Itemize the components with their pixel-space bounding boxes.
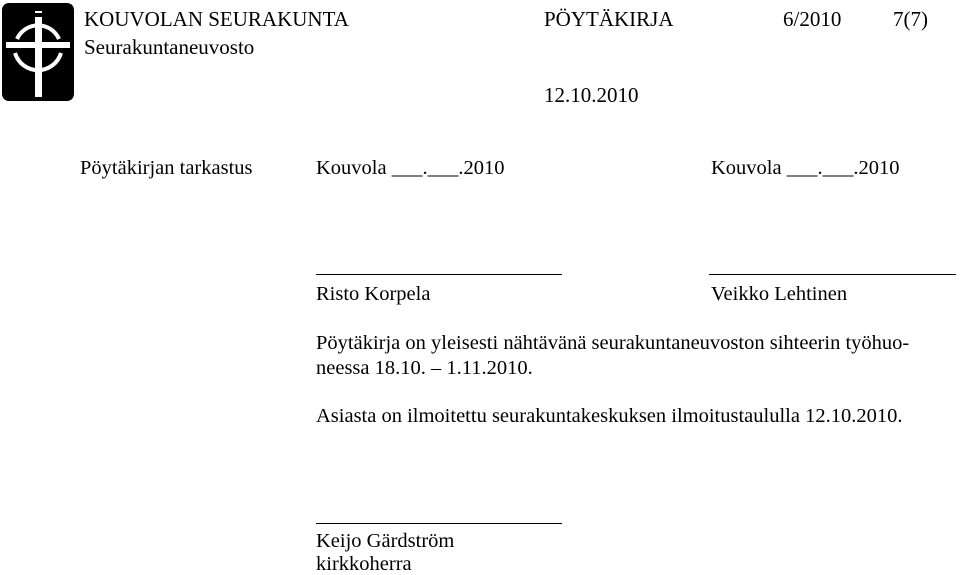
signature-line-right xyxy=(709,274,956,275)
signature-line-vicar xyxy=(316,523,562,524)
notice-line-1: Pöytäkirja on yleisesti nähtävänä seurakuntaneuvoston sihteerin työhuo- xyxy=(316,332,910,354)
parish-logo xyxy=(2,3,74,101)
review-label: Pöytäkirjan tarkastus xyxy=(80,157,253,179)
notice-line-2: neessa 18.10. – 1.11.2010. xyxy=(316,357,533,379)
vicar-name: Keijo Gärdström xyxy=(316,530,455,552)
review-place-date-right: Kouvola ___.___.2010 xyxy=(711,157,900,179)
cross-emblem-icon xyxy=(2,3,74,101)
review-place-date-left: Kouvola ___.___.2010 xyxy=(316,157,505,179)
signer-left-name: Risto Korpela xyxy=(316,283,431,305)
signer-right-name: Veikko Lehtinen xyxy=(711,283,848,305)
document-type: PÖYTÄKIRJA xyxy=(544,7,674,31)
meeting-date: 12.10.2010 xyxy=(544,83,639,107)
vicar-title: kirkkoherra xyxy=(316,553,412,575)
organization-name: KOUVOLAN SEURAKUNTA xyxy=(84,7,349,31)
page-number: 7(7) xyxy=(893,7,928,31)
body-name: Seurakuntaneuvosto xyxy=(84,35,255,59)
signature-line-left xyxy=(316,274,562,275)
document-number: 6/2010 xyxy=(783,7,842,31)
announcement-text: Asiasta on ilmoitettu seurakuntakeskuksen ilmoitustaululla 12.10.2010. xyxy=(316,405,903,427)
